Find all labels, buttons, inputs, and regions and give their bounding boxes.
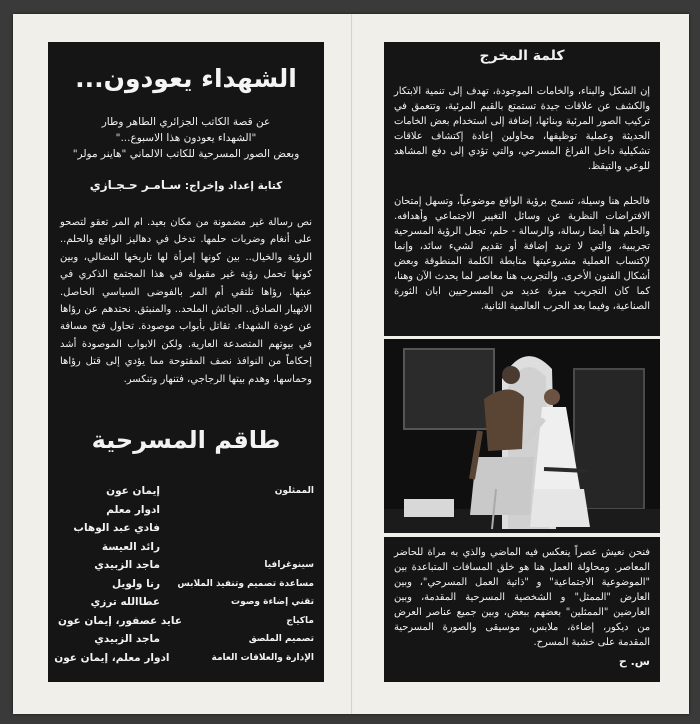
intro-line: وبعض الصور المسرحية للكاتب الالماني "هاينر مولر" xyxy=(72,148,300,160)
intro-line: "الشهداء يعودون هذا الاسبوع..." xyxy=(115,132,257,144)
crew-title: طاقم المسرحية xyxy=(91,426,281,454)
crew-name: إيمان عون xyxy=(106,485,160,498)
credit-name: سـامـر حـجـازي xyxy=(89,178,182,192)
stage-photo-image xyxy=(384,339,660,533)
director-note-continued xyxy=(384,537,660,682)
crew-role: ماكياج xyxy=(286,615,314,626)
crew-row xyxy=(58,538,314,557)
crew-list xyxy=(54,482,314,667)
crew-row xyxy=(58,575,314,594)
director-note-title: كلمة المخرج xyxy=(479,48,565,64)
credit-label: كتابة إعداد وإخراج: xyxy=(184,180,283,192)
crew-name: رائد العيسة xyxy=(101,540,160,553)
crew-role: سينوغرافيا xyxy=(264,560,314,571)
crew-row xyxy=(58,482,314,501)
stage-photo xyxy=(384,339,660,533)
crew-role: تصميم الملصق xyxy=(248,634,314,645)
crew-row xyxy=(58,519,314,538)
crew-name: ماجد الزبيدي xyxy=(94,633,160,646)
crew-role: الممثلون xyxy=(274,486,314,497)
crew-name: فادي عبد الوهاب xyxy=(73,522,160,535)
crew-row xyxy=(58,630,314,649)
crew-name: عايد عصفور، إيمان عون xyxy=(58,614,182,627)
crew-name: ماجد الزبيدي xyxy=(94,559,160,572)
director-note-panel xyxy=(384,42,660,336)
left-panel xyxy=(48,42,324,682)
intro-line: عن قصة الكاتب الجزائري الطاهر وطار xyxy=(101,116,271,128)
crew-role: تقني إضاءة وصوت xyxy=(231,597,314,608)
crew-role: الإدارة والعلاقات العامة xyxy=(211,652,314,663)
crew-row xyxy=(58,501,314,520)
play-title: الشهداء يعودون... xyxy=(75,64,297,93)
crew-name: عطاالله ترزي xyxy=(90,596,160,609)
director-paragraph: إن الشكل والبناء، والخامات الموجودة، تهدف إلى تنمية الابتكار والكشف عن علاقات جيدة تستمتع بالقيم المرئية، وتتعمق في تركيب الصور المرئية وبنائها، إضافة إلى استخدام بعض الخامات الحديثة وعملية توظيفها، محاولين إعادة إكتشاف علاقات تشكيلية داخل الفراغ المسرحي، والتي تؤدي إلى دفع المشاهد للوعي والتيقظ. xyxy=(394,86,650,172)
crew-row xyxy=(58,593,314,612)
crew-name: ادوار معلم xyxy=(106,503,160,516)
credit-line xyxy=(62,178,310,192)
crew-row xyxy=(58,556,314,575)
intro-text xyxy=(62,114,310,162)
director-paragraph: فنحن نعيش عصراً ينعكس فيه الماضي والذي به مراة للحاضر المعاصر. ومحاولة العمل هنا هو خلق المسافات المتباعدة بين "الموضوعية الاجتماعية" و "ذاتية العمل المسرحي"، وبين العارض "الممثل" و الشخصية المسرحية المقدمة، وبين العارضين "الممثلين" بعضهم ببعض، وبين جميع عناصر العرض من ديكور، إضاءة، ملابس، موسيقى والصورة المسرحية المقدمة على خشبة المسرح. xyxy=(394,547,650,648)
crew-row xyxy=(54,649,314,668)
crew-role: مساعدة تصميم وتنفيذ الملابس xyxy=(177,578,314,589)
synopsis-text: نص رسالة غير مضمونة من مكان بعيد. ام المر تعقو لتصحو على أنغام وضربات حلمها. تدخل في دهاليز الواقع والحلم.. الرؤية والخيال.. بين كونها إمرأة لها تاريخها النضالي، وبين كونها تحمل رؤية غير مقبولة في هذا المجتمع الذكري في عبثها. رؤاها تلتقي أم المر بالفوضى السياسي الحاصل. الانهيار الصادق.. الجائش الملحد.. والمنبثق. نحتدهم عن رؤاها عن عودة الشهداء. تقاتل بأبواب موصودة. تحاول فتح مسافة في بيوتهم المتصدعة العارية. ولكن الابواب الموصودة أشد إحكاماً من النوافذ نصف المفتوحة مما يؤدي إلى قتل رؤاها وحماسها، وهدم بيتها الرجاجي، فتنهار وتنكسر. xyxy=(60,217,312,385)
crew-row xyxy=(58,612,314,631)
director-paragraph: فالحلم هنا وسيلة، تسمح برؤية الواقع موضوعياً، وتسهل إمتحان الافتراضات النظرية عن وسائل التغيير الاجتماعي وأهدافه. والحلم هنا أيضا رسالة، والرسالة - حلم، تجعل الرؤية المسرحية تجريبية، والتي لا تريد إضافة أو تقديم لشيء سائد، وإنما لإكتساب العملية مشروعيتها متابطة الكلمة المنطوقة وبعض أشكال الفنون الأخرى. والتجريب هنا معاصر لما يحدث الآن وهنا، كما كان التجريب ميزة عديد من المسرحيين ابان الثورة الصناعية، وفيما بعد الحرب العالمية الثانية. xyxy=(394,196,650,312)
crew-name: ادوار معلم، إيمان عون xyxy=(54,651,170,664)
director-signature: س. ح xyxy=(618,655,650,668)
center-fold xyxy=(351,14,353,714)
crew-name: رنا ولويل xyxy=(112,577,160,590)
